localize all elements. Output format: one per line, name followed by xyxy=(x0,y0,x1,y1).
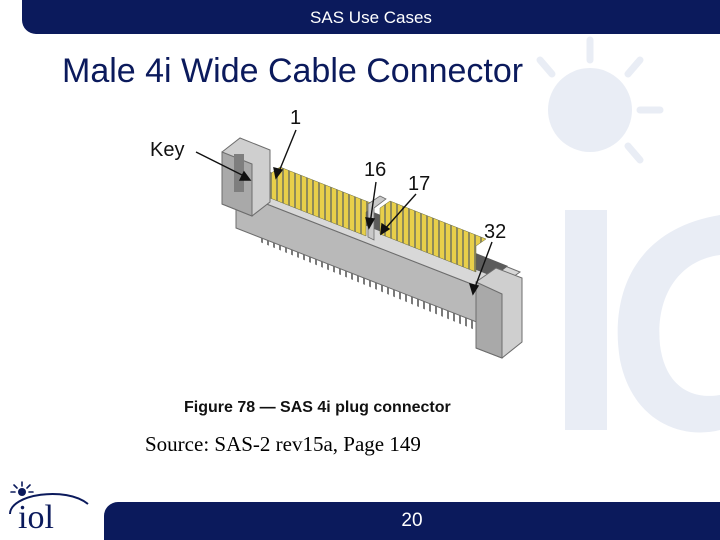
header-bar xyxy=(22,0,720,34)
slide-title: Male 4i Wide Cable Connector xyxy=(62,52,524,90)
label-pin-17: 17 xyxy=(408,173,431,195)
label-pin-32: 32 xyxy=(484,221,507,243)
footer-bar xyxy=(104,502,720,540)
right-end-face xyxy=(476,282,502,358)
source-citation: Source: SAS-2 rev15a, Page 149 xyxy=(145,432,421,456)
header-title: SAS Use Cases xyxy=(310,8,432,27)
iol-logo xyxy=(6,480,98,536)
connector-figure xyxy=(140,96,540,426)
arrow-pin-1 xyxy=(278,130,296,174)
logo-text: iol xyxy=(18,499,54,536)
label-pin-1: 1 xyxy=(290,107,302,129)
label-key: Key xyxy=(150,139,185,161)
figure-caption: Figure 78 — SAS 4i plug connector xyxy=(184,399,451,416)
page-number: 20 xyxy=(401,510,423,531)
label-pin-16: 16 xyxy=(364,159,387,181)
